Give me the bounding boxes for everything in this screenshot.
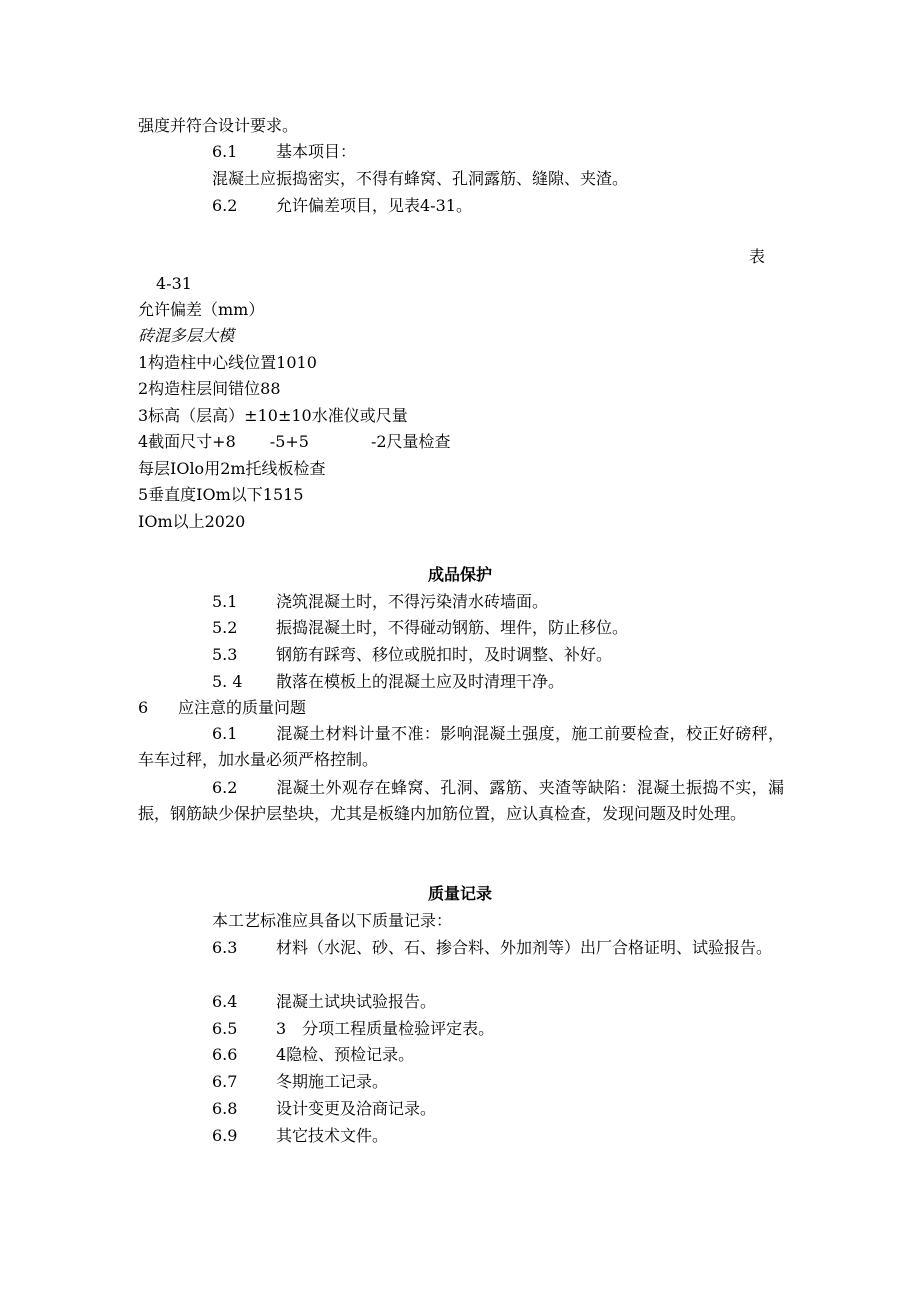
list-item [212,989,436,1015]
item-text: 散落在模板上的混凝土应及时清理干净。 [276,672,565,691]
paragraph-6-2 [138,775,784,827]
item-number: 6.7 [212,1072,238,1091]
list-item [212,1016,494,1042]
item-text: 设计变更及洽商记录。 [276,1099,437,1118]
row-part: -2尺量检查 [370,432,451,451]
list-item [212,615,628,641]
item-number: 5. 4 [212,672,243,691]
table-row: IOm以上2020 [138,512,246,531]
section-title: 应注意的质量问题 [178,698,307,717]
table-label: 表 [749,247,766,266]
list-item [212,1069,388,1095]
section-title-protection: 成品保护 [427,565,492,584]
row-part: -5+5 [269,432,309,451]
table-number: 4-31 [156,274,192,293]
table-row: 1构造柱中心线位置1010 [138,353,317,372]
item-text: 混凝土试块试验报告。 [276,992,437,1011]
item-number: 5.1 [212,592,238,611]
item-number: 6.4 [212,992,238,1011]
item-number: 5.3 [212,645,238,664]
list-item [212,1096,436,1122]
item-text: 材料（水泥、砂、石、掺合料、外加剂等）出厂合格证明、试验报告。 [276,938,773,957]
section-title-records: 质量记录 [427,884,492,903]
paragraph-6-1 [138,721,784,773]
item-text: 浇筑混凝土时，不得污染清水砖墙面。 [276,592,549,611]
row-part: 4截面尺寸+8 [138,432,236,451]
section-number: 6 [138,698,149,717]
item-text: 基本项目： [276,142,357,161]
list-item [212,589,548,615]
item-text: 冬期施工记录。 [276,1072,389,1091]
item-text: 4隐检、预检记录。 [276,1045,415,1064]
table-header: 砖混多层大模 [138,326,235,345]
item-text: 允许偏差项目，见表4-31。 [276,196,472,215]
table-row: 5垂直度IOm以下1515 [138,485,304,504]
item-number: 6.1 [212,142,238,161]
item-6-1-body: 混凝土应振捣密实，不得有蜂窝、孔洞露筋、缝隙、夹渣。 [212,169,629,188]
strength-line: 强度并符合设计要求。 [138,116,299,135]
section-title-quality-issues [138,695,306,721]
item-number: 6.2 [212,196,238,215]
list-item [212,642,612,668]
item-6-2-heading [212,193,472,219]
item-text: 混凝土材料计量不准：影响混凝土强度，施工前要检查，校正好磅秤，车车过秤，加水量必须严格控制。 [138,724,784,769]
table-row: 每层IOlo用2m托线板检查 [138,459,326,478]
list-item [212,669,564,695]
table-title: 允许偏差（mm） [138,300,265,319]
list-item [212,1123,388,1149]
item-text: 其它技术文件。 [276,1126,389,1145]
item-text: 振捣混凝土时，不得碰动钢筋、埋件，防止移位。 [276,618,629,637]
item-number: 6.2 [212,778,238,797]
item-number: 6.3 [212,938,238,957]
item-number: 6.1 [212,724,238,743]
table-row: 2构造柱层间错位88 [138,379,281,398]
item-text: 混凝土外观存在蜂窝、孔洞、露筋、夹渣等缺陷：混凝土振捣不实，漏振，钢筋缺少保护层垫块，尤其是板缝内加筋位置，应认真检查，发现问题及时处理。 [138,778,784,823]
item-number: 6.9 [212,1126,238,1145]
table-row [138,429,451,455]
item-6-1-heading [212,139,356,165]
item-number: 6.8 [212,1099,238,1118]
item-number: 6.6 [212,1045,238,1064]
item-number: 6.5 [212,1019,238,1038]
records-intro: 本工艺标准应具备以下质量记录： [212,911,453,930]
item-text: 钢筋有踩弯、移位或脱扣时，及时调整、补好。 [276,645,613,664]
paragraph-6-3 [138,935,784,961]
table-row: 3标高（层高）±10±10水准仪或尺量 [138,406,408,425]
list-item [212,1042,414,1068]
item-number: 5.2 [212,618,238,637]
item-text: 3 分项工程质量检验评定表。 [276,1019,495,1038]
